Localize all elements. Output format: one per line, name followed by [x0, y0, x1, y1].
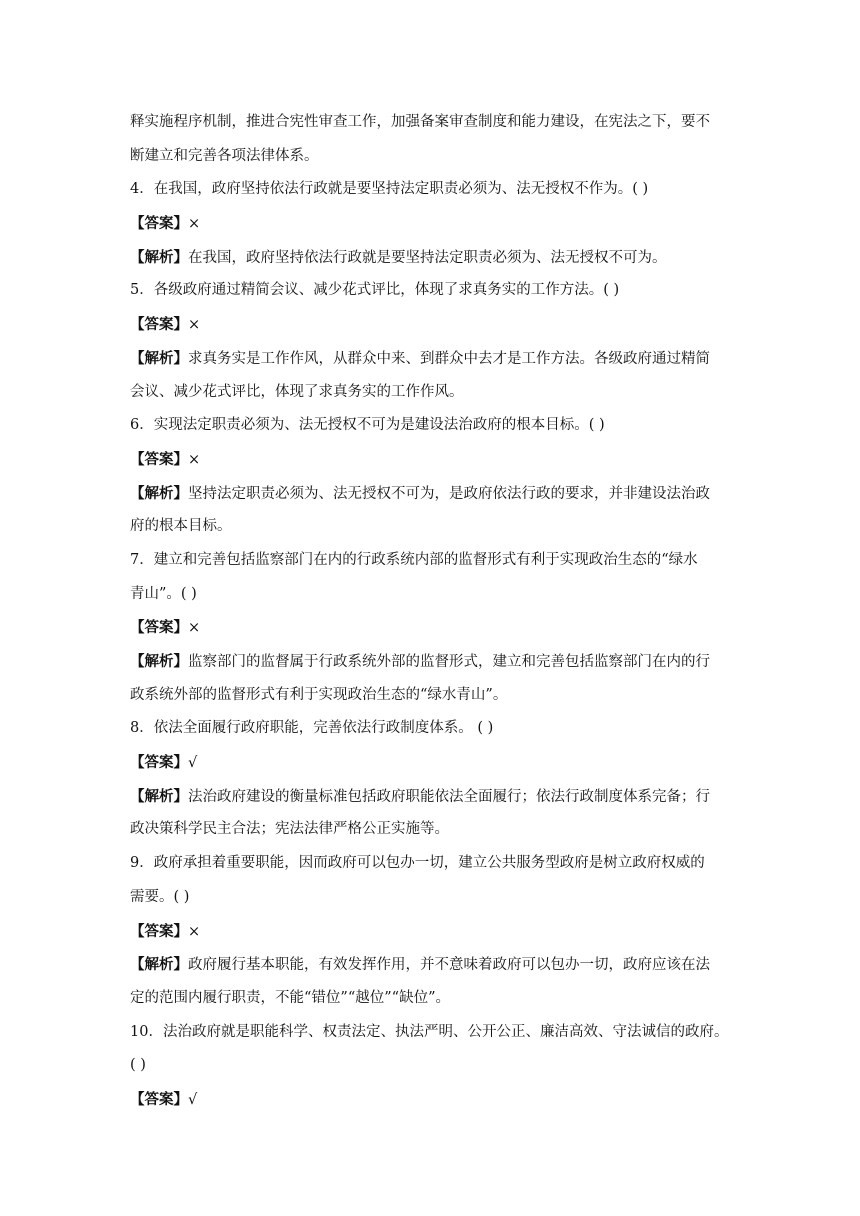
answer-label: 【答案】 [130, 215, 188, 233]
analysis-text: 求真务实是工作作风，从群众中来、到群众中去才是工作方法。各级政府通过精简 [188, 350, 710, 367]
answer-line [130, 207, 730, 241]
analysis-text: 定的范围内履行职责，不能“错位”“越位”“缺位”。 [130, 989, 450, 1006]
analysis-line [130, 813, 730, 847]
analysis-text: 坚持法定职责必须为、法无授权不可为，是政府依法行政的要求，并非建设法治政 [188, 485, 710, 502]
question-stem: 9．政府承担着重要职能，因而政府可以包办一切，建立公共服务型政府是树立政府权威的 [130, 855, 705, 872]
question-block [130, 173, 730, 274]
analysis-label: 【解析】 [130, 484, 188, 502]
answer-value: √ [188, 755, 198, 772]
question-block [130, 274, 730, 409]
analysis-line [130, 982, 730, 1016]
analysis-text: 政府履行基本职能，有效发挥作用，并不意味着政府可以包办一切，政府应该在法 [188, 957, 710, 974]
analysis-line [130, 342, 730, 376]
question-block [130, 847, 730, 1015]
answer-label: 【答案】 [130, 619, 188, 637]
answer-value: × [188, 216, 201, 233]
answer-label: 【答案】 [130, 754, 188, 772]
answer-value: × [188, 923, 201, 940]
analysis-label: 【解析】 [130, 956, 188, 974]
analysis-line [130, 376, 730, 410]
analysis-text: 政系统外部的监督形式有利于实现政治生态的“绿水青山”。 [130, 686, 508, 703]
answer-line [130, 1083, 730, 1117]
answer-line [130, 611, 730, 645]
question-stem: 10．法治政府就是职能科学、权责法定、执法严明、公开公正、廉洁高效、守法诚信的政府。 [130, 1023, 729, 1040]
question-stem: 6．实现法定职责必须为、法无授权不可为是建设法治政府的根本目标。( ) [130, 417, 605, 434]
question-stem: 需要。( ) [130, 888, 190, 905]
analysis-label: 【解析】 [130, 653, 188, 670]
answer-label: 【答案】 [130, 922, 188, 940]
question-stem: 青山”。( ) [130, 585, 197, 602]
answer-label: 【答案】 [130, 316, 188, 334]
answer-value: × [188, 317, 201, 334]
answer-line [130, 308, 730, 342]
answer-line [130, 443, 730, 477]
answer-value: × [188, 620, 201, 637]
analysis-line [130, 510, 730, 544]
analysis-line [130, 241, 730, 275]
intro-line: 释实施程序机制，推进合宪性审查工作，加强备案审查制度和能力建设，在宪法之下，要不 [130, 114, 710, 130]
intro-line: 断建立和完善各项法律体系。 [130, 147, 319, 164]
question-stem: 4．在我国，政府坚持依法行政就是要坚持法定职责必须为、法无授权不作为。( ) [130, 181, 649, 198]
question-stem: ( ) [130, 1057, 146, 1074]
answer-label: 【答案】 [130, 1090, 188, 1108]
analysis-label: 【解析】 [130, 248, 188, 266]
answer-label: 【答案】 [130, 450, 188, 468]
answer-value: √ [188, 1091, 198, 1108]
question-block [130, 712, 730, 847]
analysis-line [130, 948, 730, 982]
analysis-line [130, 780, 730, 814]
analysis-text: 政决策科学民主合法；宪法法律严格公正实施等。 [130, 821, 449, 838]
analysis-text: 监察部门的监督属于行政系统外部的监督形式，建立和完善包括监察部门在内的行 [188, 654, 710, 670]
question-stem: 5．各级政府通过精简会议、减少花式评比，体现了求真务实的工作方法。( ) [130, 282, 620, 299]
question-stem: 8．依法全面履行政府职能，完善依法行政制度体系。 ( ) [130, 720, 494, 737]
analysis-line [130, 477, 730, 511]
analysis-label: 【解析】 [130, 349, 188, 367]
analysis-text: 府的根本目标。 [130, 518, 232, 535]
analysis-text: 法治政府建设的衡量标准包括政府职能依法全面履行；依法行政制度体系完备；行 [188, 788, 710, 805]
question-block [130, 409, 730, 544]
answer-line [130, 915, 730, 949]
analysis-text: 会议、减少花式评比，体现了求真务实的工作作风。 [130, 383, 464, 400]
question-block [130, 1016, 730, 1117]
document-body [130, 106, 730, 1117]
analysis-line [130, 679, 730, 713]
question-block [130, 544, 730, 712]
analysis-line [130, 645, 730, 679]
answer-line [130, 746, 730, 780]
analysis-label: 【解析】 [130, 787, 188, 805]
question-stem: 7．建立和完善包括监察部门在内的行政系统内部的监督形式有利于实现政治生态的“绿水 [130, 551, 698, 568]
answer-value: × [188, 451, 201, 468]
analysis-text: 在我国，政府坚持依法行政就是要坚持法定职责必须为、法无授权不可为。 [188, 249, 667, 266]
